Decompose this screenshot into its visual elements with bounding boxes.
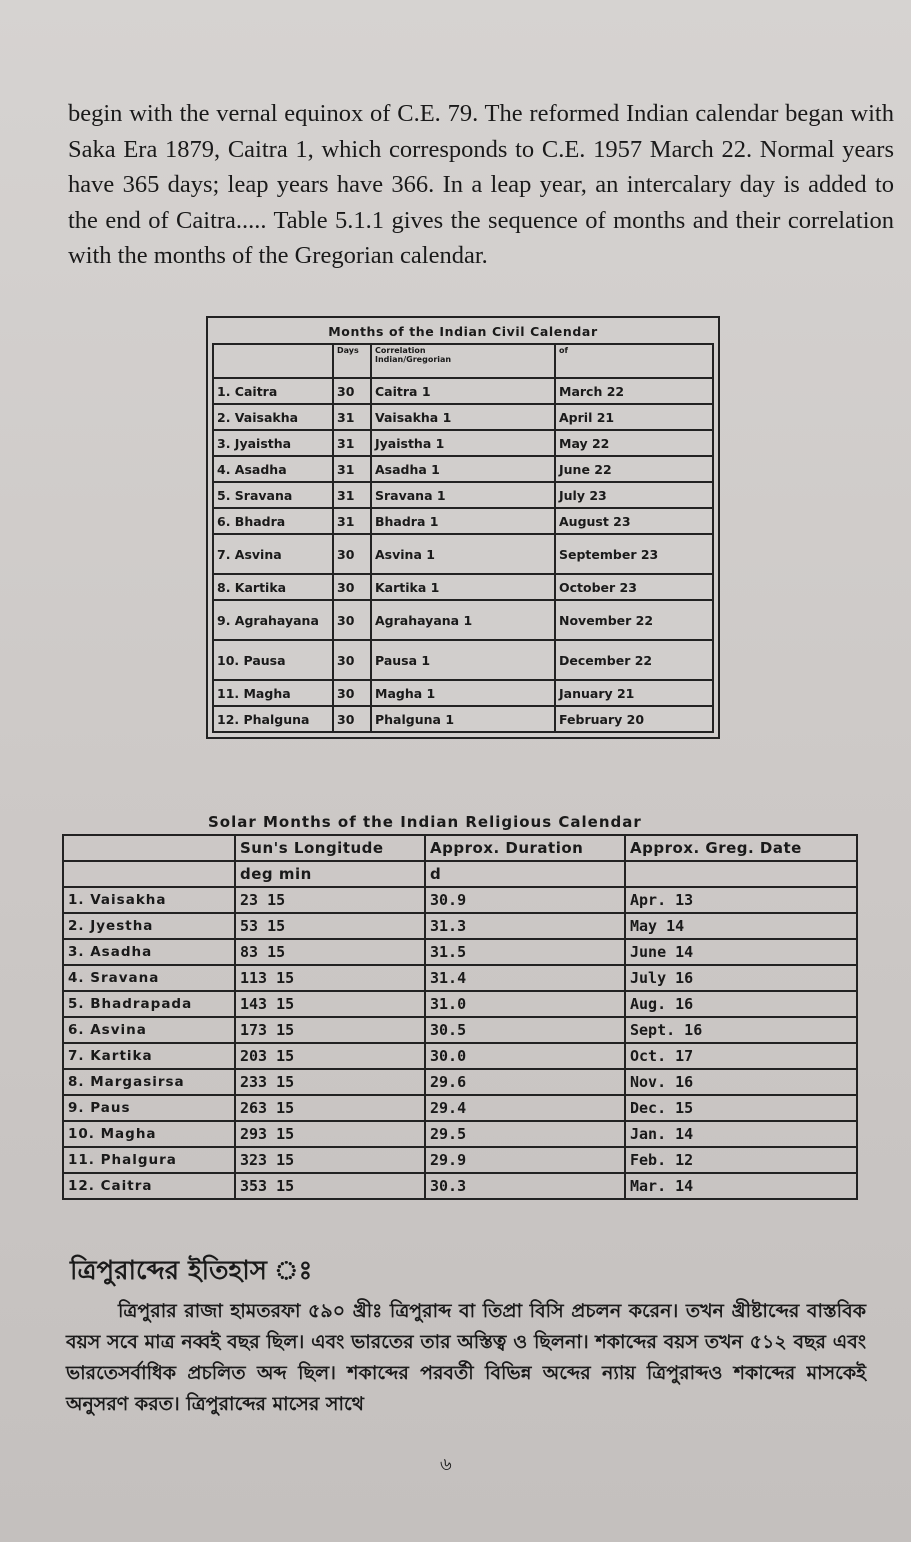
civil-indian-date-cell: Phalguna 1 bbox=[371, 706, 555, 732]
civil-days-cell: 31 bbox=[333, 508, 371, 534]
solar-table-row bbox=[63, 1069, 857, 1095]
solar-month-cell: 6. Asvina bbox=[63, 1017, 235, 1043]
civil-indian-date-cell: Asvina 1 bbox=[371, 534, 555, 574]
civil-month-cell: 5. Sravana bbox=[213, 482, 333, 508]
solar-longitude-cell: 143 15 bbox=[235, 991, 425, 1017]
solar-greg-date-cell: Mar. 14 bbox=[625, 1173, 857, 1199]
civil-indian-date-cell: Agrahayana 1 bbox=[371, 600, 555, 640]
civil-month-cell: 8. Kartika bbox=[213, 574, 333, 600]
civil-indian-date-cell: Jyaistha 1 bbox=[371, 430, 555, 456]
civil-indian-date-cell: Caitra 1 bbox=[371, 378, 555, 404]
civil-header-of: of bbox=[555, 344, 713, 378]
solar-greg-date-cell: Feb. 12 bbox=[625, 1147, 857, 1173]
solar-month-cell: 7. Kartika bbox=[63, 1043, 235, 1069]
civil-calendar-table-box bbox=[206, 316, 720, 739]
civil-gregorian-date-cell: February 20 bbox=[555, 706, 713, 732]
solar-calendar-table bbox=[62, 834, 858, 1200]
civil-table-row bbox=[213, 574, 713, 600]
solar-duration-cell: 29.4 bbox=[425, 1095, 625, 1121]
solar-table-row bbox=[63, 1173, 857, 1199]
civil-indian-date-cell: Bhadra 1 bbox=[371, 508, 555, 534]
solar-duration-cell: 30.5 bbox=[425, 1017, 625, 1043]
civil-table-row bbox=[213, 534, 713, 574]
civil-gregorian-date-cell: March 22 bbox=[555, 378, 713, 404]
civil-indian-date-cell: Sravana 1 bbox=[371, 482, 555, 508]
solar-longitude-cell: 173 15 bbox=[235, 1017, 425, 1043]
solar-month-cell: 3. Asadha bbox=[63, 939, 235, 965]
solar-greg-date-cell: Jan. 14 bbox=[625, 1121, 857, 1147]
solar-month-cell: 2. Jyestha bbox=[63, 913, 235, 939]
solar-header-longitude: Sun's Longitude bbox=[235, 835, 425, 861]
bengali-paragraph: ত্রিপুরার রাজা হামতরফা ৫৯০ খ্রীঃ ত্রিপুরাব্দ বা তিপ্রা বিসি প্রচলন করেন। তখন খ্রীষ্টাব্দের বাস্তবিক বয়স সবে মাত্র নব্বই বছর ছিল। এবং ভারতের তার অস্তিত্ব ও ছিলনা। শকাব্দের বয়স তখন ৫১২ বছর এবং ভারতেসর্বাধিক প্রচলিত অব্দ ছিল। শকাব্দের পরবর্তী বিভিন্ন অব্দের ন্যায় ত্রিপুরাব্দও শকাব্দের মাসকেই অনুসরণ করত। ত্রিপুরাব্দের মাসের সাথে bbox=[66, 1300, 866, 1415]
civil-calendar-table bbox=[212, 343, 714, 733]
civil-table-row bbox=[213, 430, 713, 456]
civil-days-cell: 30 bbox=[333, 640, 371, 680]
solar-longitude-cell: 263 15 bbox=[235, 1095, 425, 1121]
civil-month-cell: 3. Jyaistha bbox=[213, 430, 333, 456]
civil-month-cell: 11. Magha bbox=[213, 680, 333, 706]
solar-greg-date-cell: Apr. 13 bbox=[625, 887, 857, 913]
solar-duration-cell: 29.9 bbox=[425, 1147, 625, 1173]
solar-duration-cell: 29.5 bbox=[425, 1121, 625, 1147]
solar-greg-date-cell: Nov. 16 bbox=[625, 1069, 857, 1095]
civil-days-cell: 31 bbox=[333, 404, 371, 430]
solar-longitude-cell: 83 15 bbox=[235, 939, 425, 965]
civil-days-cell: 31 bbox=[333, 430, 371, 456]
solar-duration-cell: 31.0 bbox=[425, 991, 625, 1017]
civil-month-cell: 6. Bhadra bbox=[213, 508, 333, 534]
solar-longitude-cell: 323 15 bbox=[235, 1147, 425, 1173]
civil-table-row bbox=[213, 600, 713, 640]
solar-unit-blank-2 bbox=[625, 861, 857, 887]
solar-table-row bbox=[63, 991, 857, 1017]
civil-month-cell: 10. Pausa bbox=[213, 640, 333, 680]
solar-table-row bbox=[63, 913, 857, 939]
civil-header-correlation: Correlation Indian/Gregorian bbox=[371, 344, 555, 378]
civil-days-cell: 30 bbox=[333, 680, 371, 706]
civil-calendar-title: Months of the Indian Civil Calendar bbox=[328, 324, 598, 339]
solar-greg-date-cell: Sept. 16 bbox=[625, 1017, 857, 1043]
civil-month-cell: 4. Asadha bbox=[213, 456, 333, 482]
solar-duration-cell: 30.3 bbox=[425, 1173, 625, 1199]
solar-duration-cell: 29.6 bbox=[425, 1069, 625, 1095]
solar-month-cell: 4. Sravana bbox=[63, 965, 235, 991]
civil-header-days: Days bbox=[333, 344, 371, 378]
civil-table-row bbox=[213, 378, 713, 404]
solar-header-greg-date: Approx. Greg. Date bbox=[625, 835, 857, 861]
solar-greg-date-cell: Dec. 15 bbox=[625, 1095, 857, 1121]
solar-longitude-cell: 23 15 bbox=[235, 887, 425, 913]
civil-gregorian-date-cell: November 22 bbox=[555, 600, 713, 640]
civil-days-cell: 30 bbox=[333, 534, 371, 574]
solar-greg-date-cell: June 14 bbox=[625, 939, 857, 965]
solar-unit-duration: d bbox=[425, 861, 625, 887]
civil-header-blank bbox=[213, 344, 333, 378]
solar-month-cell: 5. Bhadrapada bbox=[63, 991, 235, 1017]
civil-gregorian-date-cell: July 23 bbox=[555, 482, 713, 508]
solar-unit-row bbox=[63, 861, 857, 887]
civil-table-row bbox=[213, 404, 713, 430]
civil-header-row bbox=[213, 344, 713, 378]
solar-duration-cell: 31.3 bbox=[425, 913, 625, 939]
civil-month-cell: 9. Agrahayana bbox=[213, 600, 333, 640]
solar-table-row bbox=[63, 1043, 857, 1069]
civil-month-cell: 2. Vaisakha bbox=[213, 404, 333, 430]
civil-gregorian-date-cell: June 22 bbox=[555, 456, 713, 482]
solar-longitude-cell: 353 15 bbox=[235, 1173, 425, 1199]
civil-table-row bbox=[213, 680, 713, 706]
solar-month-cell: 9. Paus bbox=[63, 1095, 235, 1121]
page-number: ৬ bbox=[440, 1454, 452, 1475]
solar-month-cell: 1. Vaisakha bbox=[63, 887, 235, 913]
civil-gregorian-date-cell: August 23 bbox=[555, 508, 713, 534]
bengali-heading: ত্রিপুরাব্দের ইতিহাস ঃ bbox=[70, 1256, 313, 1286]
civil-month-cell: 12. Phalguna bbox=[213, 706, 333, 732]
civil-days-cell: 30 bbox=[333, 378, 371, 404]
civil-indian-date-cell: Asadha 1 bbox=[371, 456, 555, 482]
solar-greg-date-cell: July 16 bbox=[625, 965, 857, 991]
solar-table-row bbox=[63, 965, 857, 991]
civil-month-cell: 7. Asvina bbox=[213, 534, 333, 574]
civil-gregorian-date-cell: December 22 bbox=[555, 640, 713, 680]
civil-days-cell: 30 bbox=[333, 574, 371, 600]
civil-gregorian-date-cell: September 23 bbox=[555, 534, 713, 574]
intro-paragraph: begin with the vernal equinox of C.E. 79. The reformed Indian calendar began with Saka Era 1879, Caitra 1, which corresponds to C.E. 1957 March 22. Normal years have 365 days; leap years have 366. In a leap year, an intercalary day is added to the end of Caitra..... Table 5.1.1 gives the sequence of months and their correlation with the months of the Gregorian calendar. bbox=[68, 100, 894, 269]
civil-gregorian-date-cell: April 21 bbox=[555, 404, 713, 430]
solar-table-row bbox=[63, 1147, 857, 1173]
solar-longitude-cell: 113 15 bbox=[235, 965, 425, 991]
solar-month-cell: 10. Magha bbox=[63, 1121, 235, 1147]
civil-table-row bbox=[213, 508, 713, 534]
civil-table-row bbox=[213, 482, 713, 508]
civil-days-cell: 30 bbox=[333, 600, 371, 640]
civil-table-row bbox=[213, 640, 713, 680]
civil-gregorian-date-cell: May 22 bbox=[555, 430, 713, 456]
civil-days-cell: 31 bbox=[333, 456, 371, 482]
solar-greg-date-cell: Aug. 16 bbox=[625, 991, 857, 1017]
solar-header-row bbox=[63, 835, 857, 861]
civil-indian-date-cell: Magha 1 bbox=[371, 680, 555, 706]
solar-table-row bbox=[63, 1017, 857, 1043]
solar-table-row bbox=[63, 1121, 857, 1147]
civil-table-row bbox=[213, 706, 713, 732]
solar-longitude-cell: 53 15 bbox=[235, 913, 425, 939]
civil-days-cell: 30 bbox=[333, 706, 371, 732]
civil-indian-date-cell: Kartika 1 bbox=[371, 574, 555, 600]
solar-table-row bbox=[63, 939, 857, 965]
civil-indian-date-cell: Pausa 1 bbox=[371, 640, 555, 680]
solar-month-cell: 12. Caitra bbox=[63, 1173, 235, 1199]
solar-duration-cell: 31.5 bbox=[425, 939, 625, 965]
solar-month-cell: 8. Margasirsa bbox=[63, 1069, 235, 1095]
solar-month-cell: 11. Phalgura bbox=[63, 1147, 235, 1173]
solar-longitude-cell: 293 15 bbox=[235, 1121, 425, 1147]
solar-duration-cell: 30.9 bbox=[425, 887, 625, 913]
solar-unit-longitude: deg min bbox=[235, 861, 425, 887]
solar-unit-blank bbox=[63, 861, 235, 887]
solar-greg-date-cell: May 14 bbox=[625, 913, 857, 939]
solar-greg-date-cell: Oct. 17 bbox=[625, 1043, 857, 1069]
solar-calendar-title: Solar Months of the Indian Religious Calendar bbox=[208, 813, 642, 831]
solar-duration-cell: 30.0 bbox=[425, 1043, 625, 1069]
civil-month-cell: 1. Caitra bbox=[213, 378, 333, 404]
civil-gregorian-date-cell: January 21 bbox=[555, 680, 713, 706]
solar-duration-cell: 31.4 bbox=[425, 965, 625, 991]
solar-header-duration: Approx. Duration bbox=[425, 835, 625, 861]
solar-header-blank bbox=[63, 835, 235, 861]
civil-gregorian-date-cell: October 23 bbox=[555, 574, 713, 600]
civil-indian-date-cell: Vaisakha 1 bbox=[371, 404, 555, 430]
solar-table-row bbox=[63, 887, 857, 913]
solar-longitude-cell: 233 15 bbox=[235, 1069, 425, 1095]
solar-longitude-cell: 203 15 bbox=[235, 1043, 425, 1069]
solar-table-row bbox=[63, 1095, 857, 1121]
civil-table-row bbox=[213, 456, 713, 482]
civil-days-cell: 31 bbox=[333, 482, 371, 508]
